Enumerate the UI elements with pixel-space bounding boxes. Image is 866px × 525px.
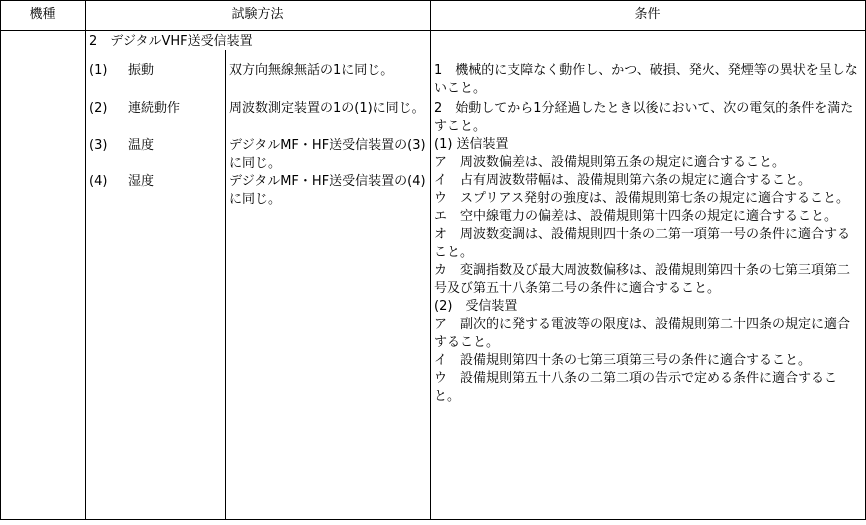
item-method: 双方向無線無話の1に同じ。 xyxy=(229,63,394,78)
table-border-left xyxy=(0,0,1,520)
header-model: 機種 xyxy=(29,7,56,22)
transmitter-item: エ 空中線電力の偏差は、設備規則第十四条の規定に適合すること。 xyxy=(434,209,838,224)
item-name: 温度 xyxy=(128,138,155,153)
conditions-block xyxy=(434,62,860,406)
item-name: 連続動作 xyxy=(128,101,181,116)
transmitter-item: ウ スプリアス発射の強度は、設備規則第七条の規定に適合すること。 xyxy=(434,191,849,206)
column-divider-method-inner xyxy=(225,50,226,520)
item-number: (1) xyxy=(89,63,108,78)
receiver-title: (2) 受信装置 xyxy=(434,299,518,314)
transmitter-item: ア 周波数偏差は、設備規則第五条の規定に適合すること。 xyxy=(434,155,786,170)
item-name: 振動 xyxy=(128,63,155,78)
item-name: 湿度 xyxy=(128,174,155,189)
section-title: 2 デジタルVHF送受信装置 xyxy=(89,34,253,49)
header-method: 試験方法 xyxy=(231,7,284,22)
header-divider xyxy=(0,30,866,31)
transmitter-title: (1) 送信装置 xyxy=(434,137,509,152)
item-method: デジタルMF・HF送受信装置の(3)に同じ。 xyxy=(229,138,426,171)
receiver-item: ウ 設備規則第五十八条の二第二項の告示で定める条件に適合すること。 xyxy=(434,371,838,404)
transmitter-item: イ 占有周波数帯幅は、設備規則第六条の規定に適合すること。 xyxy=(434,173,812,188)
item-number: (2) xyxy=(89,101,108,116)
column-divider-model xyxy=(85,0,86,520)
receiver-item: ア 副次的に発する電波等の限度は、設備規則第二十四条の規定に適合すること。 xyxy=(434,317,851,350)
table-border-bottom xyxy=(0,519,866,520)
table-border-top xyxy=(0,0,866,1)
column-divider-method xyxy=(430,0,431,520)
transmitter-item: カ 変調指数及び最大周波数偏移は、設備規則第四十条の七第三項第二号及び第五十八条第二号の条件に適合すること。 xyxy=(434,263,851,296)
header-conditions: 条件 xyxy=(634,7,661,22)
item-number: (4) xyxy=(89,174,108,189)
receiver-item: イ 設備規則第四十条の七第三項第三号の条件に適合すること。 xyxy=(434,353,812,368)
transmitter-item: オ 周波数変調は、設備規則四十条の二第一項第一号の条件に適合すること。 xyxy=(434,227,851,260)
condition-1: 1 機械的に支障なく動作し、かつ、破損、発火、発煙等の異状を呈しないこと。 xyxy=(434,63,858,96)
item-number: (3) xyxy=(89,138,108,153)
item-method: 周波数測定装置の1の(1)に同じ。 xyxy=(229,101,425,116)
condition-2: 2 始動してから1分経過したとき以後において、次の電気的条件を満たすこと。 xyxy=(434,101,854,134)
item-method: デジタルMF・HF送受信装置の(4)に同じ。 xyxy=(229,174,426,207)
